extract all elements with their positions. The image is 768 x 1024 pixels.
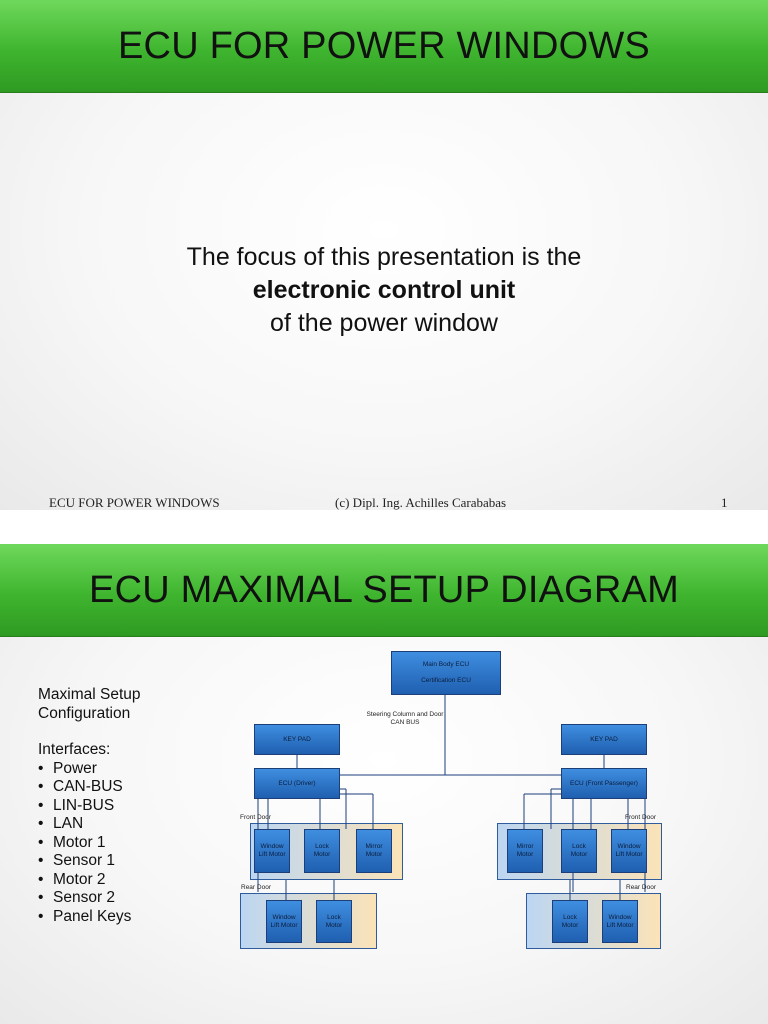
bus-label [360,711,450,727]
list-item: • LIN-BUS [38,797,141,816]
right-front-mirror-motor [507,829,543,873]
motor-label: Motor [365,851,383,858]
diagram-connectors [0,544,768,1024]
motor-label: Lift Motor [270,921,298,929]
left-rear-window-lift-motor [266,900,302,943]
motor-label: Mirror [516,843,534,850]
slide-1-title: ECU FOR POWER WINDOWS [118,24,650,67]
right-rear-window-lift-motor [602,900,638,943]
right-front-window-lift-motor [611,829,647,873]
passenger-ecu-box [561,768,647,799]
driver-ecu-box [254,768,340,799]
left-rear-lock-motor [316,900,352,943]
body-line-2: electronic control unit [252,276,516,304]
motor-label: Window [617,843,641,850]
motor-label: Lift Motor [258,851,286,858]
right-keypad-label: KEY PAD [590,735,618,743]
motor-label: Motor [570,851,588,858]
main-body-ecu-box [391,651,501,695]
driver-ecu-label: ECU (Driver) [278,779,316,787]
slide-1 [0,0,768,510]
interfaces-heading: Interfaces: [38,741,111,758]
motor-label: Lift Motor [606,921,634,929]
slide-1-body [0,241,768,340]
right-front-door-label: Front Door [625,814,657,821]
slide-2-title: ECU MAXIMAL SETUP DIAGRAM [89,568,679,611]
motor-label: Window [608,913,632,921]
motor-label: Motor [325,921,343,929]
bus-label-line-2: CAN BUS [390,719,420,726]
main-ecu-line-1: Main Body ECU [422,661,470,668]
right-rear-door-label: Rear Door [626,884,656,891]
motor-label: Lock [563,913,577,921]
list-item: • CAN-BUS [38,778,141,797]
left-front-mirror-motor [356,829,392,873]
body-line-3: of the power window [270,309,498,337]
left-rear-door-label: Rear Door [241,884,271,891]
left-front-door-label: Front Door [240,814,272,821]
footer-page-number: 1 [721,495,728,510]
motor-label: Motor [561,921,579,929]
slide-1-title-banner [0,0,768,93]
intro-line-1: Maximal Setup [38,686,141,703]
body-line-1: The focus of this presentation is the [186,243,582,271]
footer-left: ECU FOR POWER WINDOWS [49,495,220,510]
motor-label: Lock [327,913,341,921]
motor-label: Motor [516,851,534,858]
passenger-ecu-label: ECU (Front Passenger) [570,779,638,787]
motor-label: Window [260,843,284,850]
right-rear-lock-motor [552,900,588,943]
motor-label: Window [272,913,296,921]
list-item: • Motor 2 [38,871,141,890]
footer-center: (c) Dipl. Ing. Achilles Carababas [335,495,507,510]
left-front-window-lift-motor [254,829,290,873]
right-front-lock-motor [561,829,597,873]
left-front-lock-motor [304,829,340,873]
bus-label-line-1: Steering Column and Door [366,711,444,718]
slide-2 [0,544,768,1024]
motor-label: Lift Motor [615,851,643,858]
motor-label: Lock [572,843,586,850]
list-item: • Sensor 1 [38,852,141,871]
intro-line-2: Configuration [38,704,131,722]
list-item: • Power [38,760,141,779]
main-ecu-line-2: Certification ECU [421,677,471,684]
left-keypad-box [254,724,340,755]
right-keypad-box [561,724,647,755]
motor-label: Lock [315,843,329,850]
list-item: • LAN [38,815,141,834]
list-item: • Panel Keys [38,908,141,927]
list-item: • Motor 1 [38,834,141,853]
left-keypad-label: KEY PAD [283,735,311,743]
motor-label: Mirror [365,843,383,850]
list-item: • Sensor 2 [38,889,141,908]
motor-label: Motor [313,851,331,858]
